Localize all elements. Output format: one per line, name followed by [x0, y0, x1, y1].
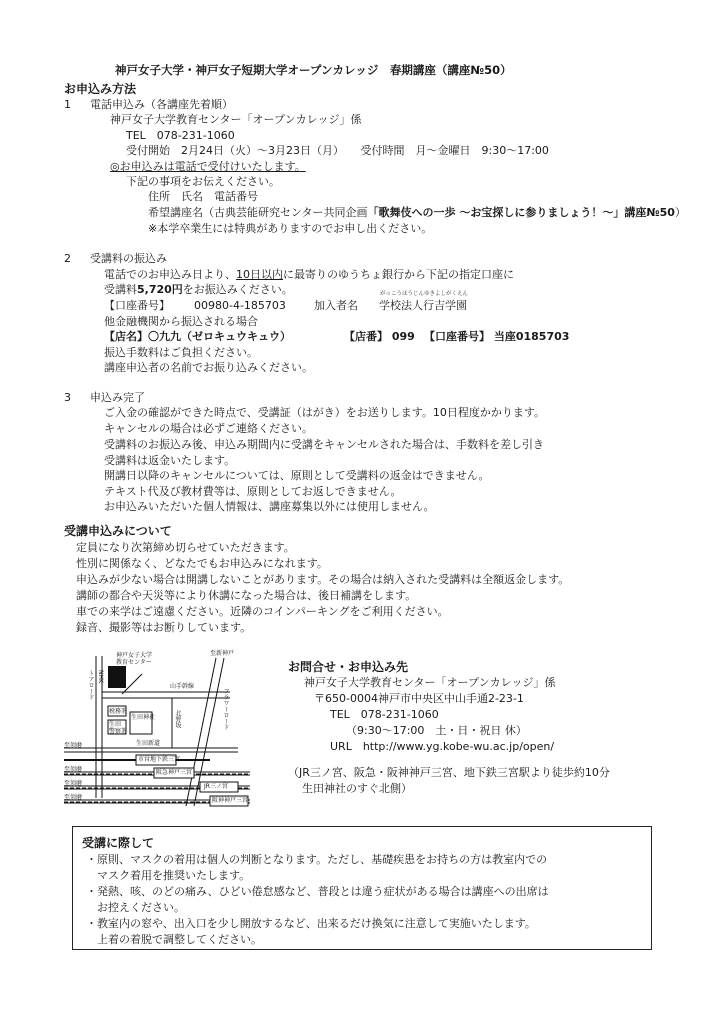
- about-line: 車での来学はご遠慮ください。近隣のコインパーキングをご利用ください。: [76, 605, 449, 618]
- map-ikuta-shindo-label: 生田新道: [136, 740, 161, 747]
- name-note: 講座申込者の名前でお振り込みください。: [104, 361, 313, 374]
- account2-info: [424, 330, 569, 344]
- map-subway-label: 市営地下鉄三宮: [138, 756, 181, 763]
- map-tor-road-label: トアロード: [87, 670, 94, 700]
- about-heading: 受講申込みについて: [64, 524, 172, 538]
- holder-ruby: がっこうほうじんゆきよしがくえん: [380, 291, 469, 297]
- line1-a: 電話でのお申込み日より、: [104, 268, 236, 281]
- account2-label: 【口座番号】: [424, 330, 490, 343]
- course-label: 希望講座名（古典芸能研究センター共同企画: [148, 206, 368, 219]
- step2-title: 受講料の振込み: [90, 252, 167, 265]
- document-title: 神戸女子大学・神戸女子短期大学オープンカレッジ 春期講座（講座№50）: [115, 63, 512, 77]
- step3-title: 申込み完了: [90, 391, 145, 404]
- notice-line: ・教室内の窓や、出入口を少し開放するなど、出来るだけ換気に注意して実施いたします。: [86, 917, 536, 930]
- contact-access: 生田神社のすぐ北側）: [302, 782, 412, 795]
- step1-office: 神戸女子大学教育センター「オープンカレッジ」係: [110, 113, 362, 126]
- line1-deadline: 10日以内: [236, 268, 283, 281]
- course-close: ）: [674, 206, 686, 219]
- step1-number: 1: [64, 98, 71, 111]
- about-line: 申込みが少ない場合は開講しないことがあります。その場合は納入された受講料は全額返金します。: [76, 573, 570, 586]
- contact-access: （JR三ノ宮、阪急・阪神神戸三宮、地下鉄三宮駅より徒歩約10分: [288, 766, 610, 779]
- step3-line: 開講日以降のキャンセルについては、原則として受講料の返金はできません。: [104, 469, 490, 482]
- notice-line: ・原則、マスクの着用は個人の判断となります。ただし、基礎疾患をお持ちの方は教室内での: [86, 853, 548, 866]
- map-hanshin-label: 阪神神戸三宮: [212, 797, 249, 804]
- course-name: 「歌舞伎への一歩 ～お宝探しに参りましょう！～」講座№50: [367, 206, 675, 219]
- notice-line: 上着の着脱で調整してください。: [86, 933, 262, 946]
- map-hankyu-label: 阪急神戸三宮: [156, 769, 193, 776]
- step3-line: 受講料は返金いたします。: [104, 454, 236, 467]
- step1-title: 電話申込み（各講座先着順）: [90, 98, 233, 111]
- step3-line: キャンセルの場合は必ずご連絡ください。: [104, 422, 313, 435]
- step2-line1: [104, 268, 514, 282]
- contact-address: 〒650-0004神戸市中央区中山手通2-23-1: [314, 692, 524, 705]
- fee-a: 受講料: [104, 283, 137, 296]
- fee-amount: 5,720円: [137, 283, 183, 296]
- holder-name: 学校法人行吉学園: [379, 299, 467, 312]
- map-kitano-label: 北野坂: [174, 710, 181, 728]
- access-map: [60, 648, 272, 812]
- about-line: 性別に関係なく、どなたでもお申込みになれます。: [76, 557, 328, 570]
- notice-line: ・発熱、咳、のどの痛み、ひどい倦怠感など、普段とは違う症状がある場合は講座への出席は: [86, 885, 549, 898]
- step1-phone-only: ◎お申込みは電話で受付けいたします。: [110, 160, 306, 173]
- step1-items: 住所 氏名 電話番号: [148, 190, 258, 203]
- notice-heading: 受講に際して: [82, 836, 155, 850]
- map-jr-label: JR三ノ宮: [204, 783, 228, 790]
- store-info: [104, 330, 291, 344]
- store-name: 〇九九（ゼロキュウキュウ）: [148, 330, 291, 343]
- step1-tell-us: 下記の事項をお伝えください。: [126, 175, 280, 188]
- account-number: 00980-4-185703: [194, 299, 286, 312]
- step1-alumni-note: ※本学卒業生には特典がありますのでお申し出ください。: [148, 222, 433, 235]
- step2-number: 2: [64, 252, 71, 265]
- contact-url[interactable]: URL http://www.yg.kobe-wu.ac.jp/open/: [330, 740, 555, 753]
- branch-info: [344, 330, 415, 344]
- about-line: 定員になり次第締め切らせていただきます。: [76, 541, 295, 554]
- map-shinkobe-label: 至新神戸: [210, 650, 235, 657]
- about-line: 講師の都合や天災等により休講になった場合は、後日補講をします。: [76, 589, 417, 602]
- step3-line: テキスト代及び教材費等は、原則としてお返しできません。: [104, 485, 402, 498]
- step3-line: ご入金の確認ができた時点で、受講証（はがき）をお送りします。10日程度かかります。: [104, 406, 546, 419]
- step1-tel: TEL 078-231-1060: [126, 129, 235, 142]
- branch-num: 099: [391, 330, 415, 343]
- map-ikuta-shrine-label: 生田神社: [131, 714, 156, 721]
- map-suma-label: 至須磨: [64, 742, 83, 749]
- step1-course: [148, 206, 686, 220]
- contact-tel: TEL 078-231-1060: [330, 708, 439, 721]
- map-yamate-label: 山手幹線: [170, 683, 195, 690]
- map-ikuta-police-label: 生田 警察署: [109, 721, 128, 735]
- contact-hours: （9:30～17:00 土・日・祝日 休）: [346, 724, 527, 737]
- map-flower-road-label: フラワーロード: [222, 688, 229, 730]
- step2-fee: [104, 283, 293, 297]
- notice-line: お控えください。: [86, 901, 185, 914]
- map-suma-label: 至須磨: [64, 780, 83, 787]
- notice-line: マスク着用を推奨いたします。: [86, 869, 251, 882]
- contact-office: 神戸女子大学教育センター「オープンカレッジ」係: [304, 676, 556, 689]
- contact-heading: お問合せ・お申込み先: [288, 660, 409, 674]
- fee-note: 振込手数料はご負担ください。: [104, 346, 258, 359]
- apply-heading: お申込み方法: [64, 82, 137, 96]
- account-label: 【口座番号】: [104, 299, 170, 312]
- line1-c: に最寄りのゆうちょ銀行から下記の指定口座に: [283, 268, 514, 281]
- map-suma-label: 至須磨: [64, 766, 83, 773]
- step3-line: お申込みいただいた個人情報は、講座募集以外には使用しません。: [104, 500, 435, 513]
- branch-label: 【店番】: [344, 330, 388, 343]
- other-bank: 他金融機関から振込される場合: [104, 315, 258, 328]
- step1-period: 受付開始 2月24日（火）～3月23日（月） 受付時間 月～金曜日 9:30～17:00: [126, 144, 549, 157]
- step3-line: 受講料のお振込み後、申込み期間内に受講をキャンセルされた場合は、手数料を差し引き: [104, 438, 544, 451]
- step3-number: 3: [64, 391, 71, 404]
- store-label: 【店名】: [104, 330, 148, 343]
- map-suma-label: 至須磨: [64, 794, 83, 801]
- account2-num: 当座0185703: [493, 330, 570, 343]
- map-nhk-label: NHK: [97, 670, 104, 683]
- fee-c: をお振込みください。: [182, 283, 293, 296]
- holder-label: 加入者名: [314, 299, 358, 312]
- about-line: 録音、撮影等はお断りしています。: [76, 621, 252, 634]
- map-school-label: 神戸女子大学 教育センター: [116, 652, 153, 666]
- map-police-label: 税務署: [109, 708, 128, 715]
